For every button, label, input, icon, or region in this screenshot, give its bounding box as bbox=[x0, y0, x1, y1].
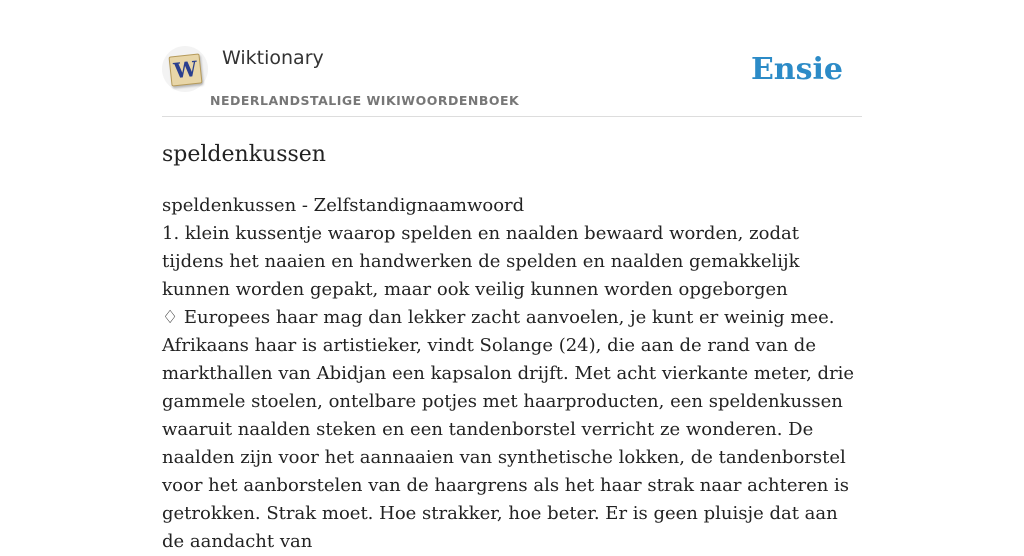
entry-content bbox=[162, 192, 862, 556]
page-title: speldenkussen bbox=[162, 142, 326, 167]
wiktionary-logo-icon bbox=[169, 53, 203, 86]
ensie-brand-link[interactable]: Ensie bbox=[750, 52, 843, 87]
example-text: ♢ Europees haar mag dan lekker zacht aanvoelen, je kunt er weinig mee. Afrikaans haar is artistieker, vindt Solange (24), die aan de rand van de markthallen van Abidjan een kapsalon drijft. Met acht vierkante meter, drie gammele stoelen, ontelbare potjes met haarproducten, een speldenkussen waaruit naalden steken en een tandenborstel verricht ze wonderen. De naalden zijn voor het aannaaien van synthetische lokken, de tandenborstel voor het aanborstelen van de haargrens als het haar strak naar achteren is getrokken. Strak moet. Hoe strakker, hoe beter. Er is geen pluisje dat aan de aandacht van bbox=[162, 307, 855, 552]
page bbox=[162, 0, 862, 552]
definition-text: 1. klein kussentje waarop spelden en naalden bewaard worden, zodat tijdens het naaien en handwerken de spelden en naalden gemakkelijk kunnen worden gepakt, maar ook veilig kunnen worden opgeborgen bbox=[162, 223, 800, 300]
site-name-link[interactable]: Wiktionary bbox=[222, 47, 324, 69]
logo-letter: W bbox=[172, 55, 199, 84]
wiktionary-logo[interactable] bbox=[162, 46, 208, 92]
site-header bbox=[162, 0, 862, 117]
part-of-speech-line: speldenkussen - Zelfstandignaamwoord bbox=[162, 195, 525, 216]
site-subtitle: NEDERLANDSTALIGE WIKIWOORDENBOEK bbox=[210, 93, 520, 108]
